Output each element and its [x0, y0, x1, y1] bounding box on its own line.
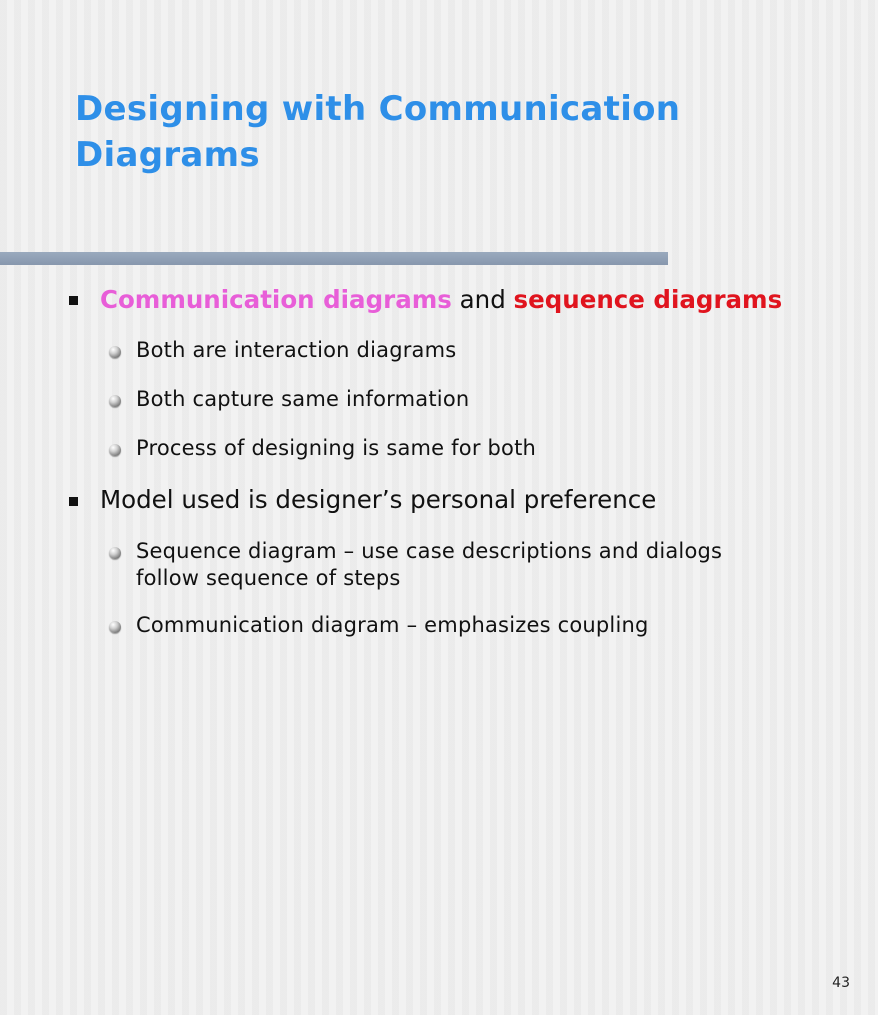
page-number: 43	[832, 975, 850, 991]
slide-title-line-2: Diagrams	[75, 135, 260, 175]
square-bullet-icon	[69, 296, 78, 305]
sub-bullet-interaction-diagrams: Both are interaction diagrams	[136, 338, 457, 362]
sphere-bullet-icon	[109, 395, 121, 407]
sphere-bullet-icon	[109, 547, 121, 559]
sphere-bullet-icon	[109, 444, 121, 456]
title-underline-bar	[0, 252, 668, 265]
sub-bullet-sequence-diagram	[136, 538, 836, 592]
sequence-diagrams-term: sequence diagrams	[513, 285, 783, 314]
sphere-bullet-icon	[109, 621, 121, 633]
sub-bullet-communication-diagram: Communication diagram – emphasizes coupling	[136, 613, 649, 637]
bullet-model-preference: Model used is designer’s personal preference	[100, 485, 657, 514]
slide-title-line-1: Designing with Communication	[75, 89, 681, 129]
bullet-communication-vs-sequence	[100, 285, 782, 315]
sphere-bullet-icon	[109, 346, 121, 358]
slide-title	[75, 86, 835, 178]
sub-bullet-sequence-line-1: Sequence diagram – use case descriptions and dialogs	[136, 539, 723, 563]
square-bullet-icon	[69, 497, 78, 506]
sub-bullet-sequence-line-2: follow sequence of steps	[136, 566, 401, 590]
bullet-connector-text: and	[451, 285, 514, 314]
communication-diagrams-term: Communication diagrams	[100, 285, 452, 314]
sub-bullet-same-information: Both capture same information	[136, 387, 470, 411]
sub-bullet-same-process: Process of designing is same for both	[136, 436, 537, 460]
